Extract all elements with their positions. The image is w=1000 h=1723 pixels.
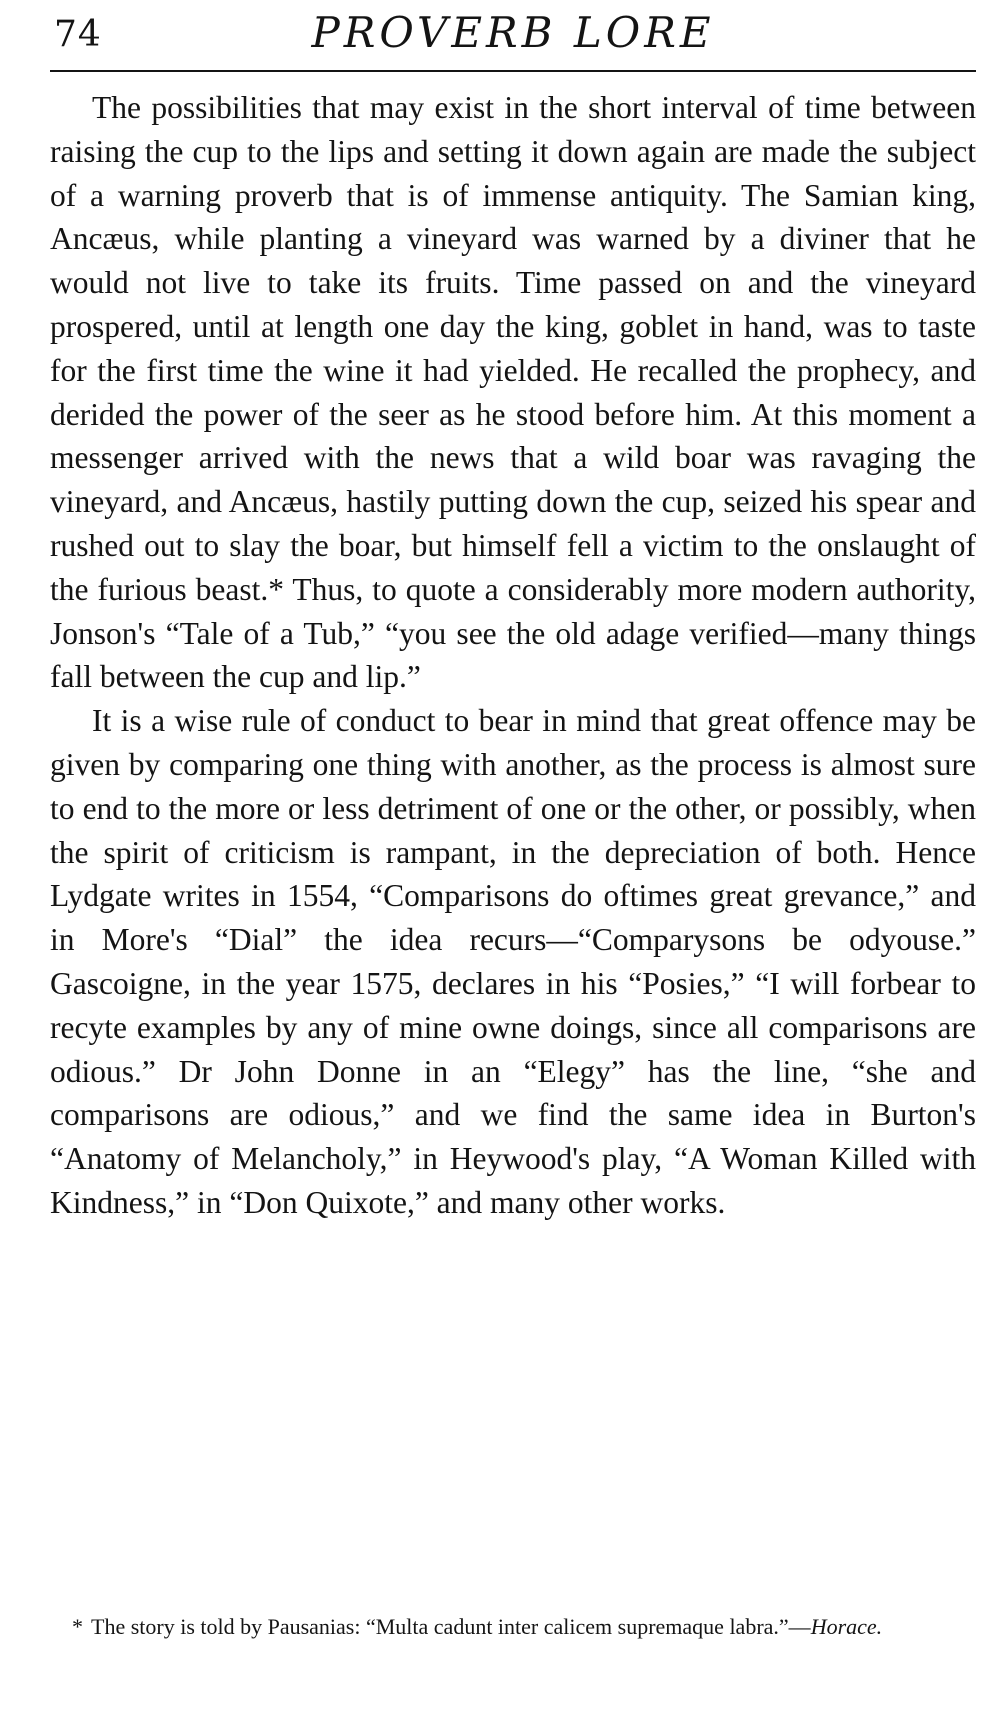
footnote-text: The story is told by Pausanias: “Multa cadunt inter calicem supremaque labra.”—: [91, 1614, 811, 1639]
footnote-mark: *: [72, 1614, 83, 1639]
page-number: 74: [54, 14, 102, 55]
running-head: [50, 4, 976, 68]
paragraph-comparisons-odious: It is a wise rule of conduct to bear in mind that great offence may be given by comparing one thing with another, as the process is almost sure to end to the more or less detriment of one or the other, or possibly, when the spirit of criticism is rampant, in the depreciation of both. Hence Lydgate writes in 1554, “Comparisons do oftimes great grevance,” and in More's “Dial” the idea recurs—“Comparysons be odyouse.” Gascoigne, in the year 1575, declares in his “Posies,” “I will forbear to recyte examples by any of mine owne doings, since all comparisons are odious.” Dr John Donne in an “Elegy” has the line, “she and comparisons are odious,” and we find the same idea in Burton's “Anatomy of Melancholy,” in Heywood's play, “A Woman Killed with Kindness,” in “Don Quixote,” and many other works.: [50, 703, 976, 1220]
body-text: [50, 86, 976, 1225]
footnote: [72, 1611, 976, 1642]
paragraph-cup-and-lip: The possibilities that may exist in the short interval of time between raising the cup to the lips and setting it down again are made the subject of a warning proverb that is of immense antiquity. The Samian king, Ancæus, while planting a vineyard was warned by a diviner that he would not live to take its fruits. Time passed on and the vineyard prospered, until at length one day the king, goblet in hand, was to taste for the first time the wine it had yielded. He recalled the prophecy, and derided the power of the seer as he stood before him. At this moment a messenger arrived with the news that a wild boar was ravaging the vineyard, and Ancæus, hastily putting down the cup, seized his spear and rushed out to slay the boar, but himself fell a victim to the onslaught of the furious beast.* Thus, to quote a considerably more modern authority, Jonson's “Tale of a Tub,” “you see the old adage verified—many things fall between the cup and lip.”: [50, 90, 976, 695]
footnote-attribution: Horace.: [810, 1614, 883, 1639]
header-rule: [50, 70, 976, 72]
running-title: PROVERB LORE: [311, 8, 715, 57]
